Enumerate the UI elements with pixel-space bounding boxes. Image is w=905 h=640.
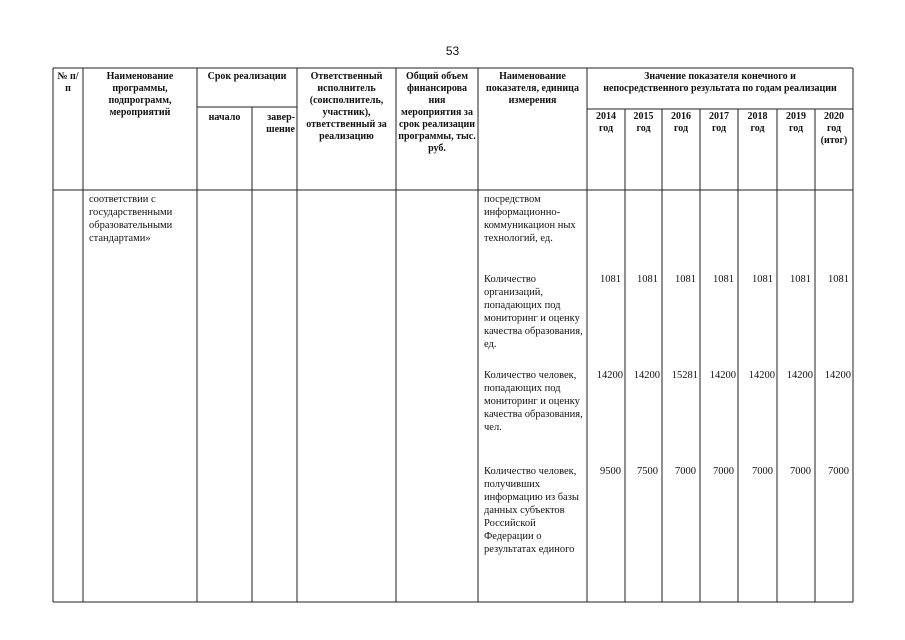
header-indicator: Наименование показателя, единица измерения (486, 71, 579, 106)
value-1-2018: 1081 (752, 274, 773, 285)
value-1-2015: 1081 (637, 274, 658, 285)
header-funding: Общий объем финансирова ния мероприятия за срок реализации программы, тыс. руб. (398, 71, 476, 154)
value-2-2019: 14200 (786, 370, 813, 381)
indicator-name-2: Количество человек, попадающих под мониторинг и оценку качества образования, чел. (484, 370, 583, 433)
value-2-2018: 14200 (748, 370, 775, 381)
value-1-2020: 1081 (828, 274, 849, 285)
header-name: Наименование программы, подпрограмм, мероприятий (106, 71, 174, 118)
value-3-2019: 7000 (790, 466, 811, 477)
value-2-2017: 14200 (709, 370, 736, 381)
header-term-start: начало (208, 112, 241, 123)
value-3-2014: 9500 (600, 466, 621, 477)
value-2-2016: 15281 (671, 370, 698, 381)
header-year-2018: 2018 год (747, 111, 768, 134)
header-year-2014: 2014 год (596, 111, 616, 134)
value-1-2019: 1081 (790, 274, 811, 285)
header-year-2015: 2015 год (633, 111, 654, 134)
header-year-2017: 2017 год (709, 111, 729, 134)
header-num: № п/п (57, 71, 79, 94)
value-1-2017: 1081 (713, 274, 734, 285)
header-year-2019: 2019 год (786, 111, 806, 134)
value-2-2015: 14200 (633, 370, 660, 381)
value-3-2018: 7000 (752, 466, 773, 477)
indicator-name-0: посредством информационно-коммуникацион ных технологий, ед. (484, 194, 576, 244)
value-3-2015: 7500 (637, 466, 658, 477)
indicator-name-1: Количество организаций, попадающих под мониторинг и оценку качества образования, ед. (484, 274, 583, 350)
header-term: Срок реализации (207, 71, 287, 82)
indicator-name-3: Количество человек, получивших информацию из базы данных субъектов Российской Федерации о результатах единого (484, 466, 579, 555)
header-year-2020: 2020 год (итог) (820, 111, 848, 146)
header-term-end: завер-шение (266, 112, 295, 135)
page-number: 53 (445, 44, 460, 58)
value-2-2014: 14200 (596, 370, 623, 381)
header-values-group: Значение показателя конечного и непосредственного результата по годам реализации (603, 71, 837, 94)
header-responsible: Ответственный исполнитель (соисполнитель, участник), ответственный за реализацию (306, 71, 387, 142)
value-1-2016: 1081 (675, 274, 696, 285)
value-3-2016: 7000 (675, 466, 696, 477)
header-year-2016: 2016 год (671, 111, 691, 134)
value-2-2020: 14200 (824, 370, 851, 381)
value-1-2014: 1081 (600, 274, 621, 285)
value-3-2017: 7000 (713, 466, 734, 477)
value-3-2020: 7000 (828, 466, 849, 477)
program-name-text: соответствии с государственными образовательными стандартами» (89, 194, 173, 244)
